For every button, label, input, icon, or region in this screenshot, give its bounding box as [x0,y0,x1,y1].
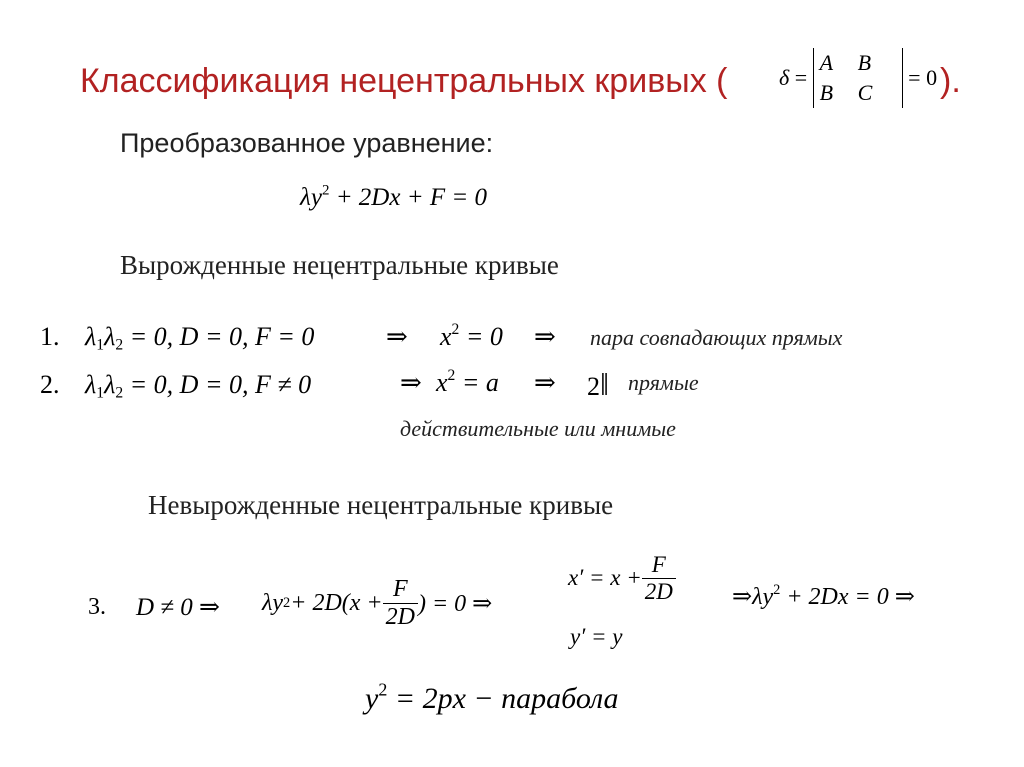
slide-title [80,62,727,101]
case3-condition: D ≠ 0 ⇒ [136,594,220,621]
substitution-y: y′ = y [570,624,623,649]
determinant-matrix [813,48,903,108]
fraction-f-over-2d: $\frac{F}{2D}$ [383,576,418,631]
case1-equation: $x^2 = 0$ [440,321,503,351]
det-cell-b: B [857,50,872,75]
det-cell-c: B [819,80,834,105]
exponent: 2 [321,182,330,199]
var-y: y [310,184,322,211]
substitution-fraction: $\frac{F}{2D}$ [642,552,676,605]
case1-number: 1. [40,322,60,351]
case2-equation: $x^2 = a$ [436,367,499,397]
case1-arrow1: ⇒ [386,322,408,351]
case2-result: прямые [628,370,699,395]
case3-equation: λy 2 + 2D(x + $\frac{F}{2D}$ ) = 0 ⇒ [262,575,493,630]
case2-condition: $\lambda_1\lambda_2 = 0$, D = 0, F ≠ 0 [85,370,312,402]
case2-count: 2‖ [587,366,609,402]
title-close: ). [940,62,961,100]
case3-number: 3. [88,594,106,620]
case3-result: $\Rightarrow\lambda y^2 + 2Dx = 0$ ⇒ [732,581,915,610]
delta-symbol: δ [779,65,790,90]
case2-number: 2. [40,370,60,399]
case1-arrow2: ⇒ [534,322,556,351]
case2-arrow1: ⇒ [400,368,422,397]
parallel-icon: ‖ [600,366,609,402]
case2-result-line2: действительные или мнимые [400,416,676,441]
case1-condition: $\lambda_1\lambda_2 = 0$, D = 0, F = 0 [85,322,315,354]
det-equals-zero: = 0 [908,65,938,90]
nondegenerate-heading: Невырожденные нецентральные кривые [148,490,614,520]
transformed-equation [300,184,487,212]
degenerate-heading: Вырожденные нецентральные кривые [120,250,559,280]
transformed-heading: Преобразованное уравнение: [120,128,494,158]
case1-result: пара совпадающих прямых [590,325,843,350]
equation-rest: + 2Dx + F = 0 [329,184,487,211]
parabola-equation: $y^2 = 2px$ − парабола [365,679,619,715]
substitution-x: x′ = x + $\frac{F}{2D}$ [568,548,676,608]
title-text: Классификация нецентральных кривых ( [80,62,728,100]
delta-determinant: δ = A B B C = 0 [779,48,937,108]
det-cell-a: A [819,50,834,75]
det-cell-d: C [857,80,873,105]
case2-arrow2: ⇒ [534,368,556,397]
lambda-symbol: λ [300,184,311,211]
